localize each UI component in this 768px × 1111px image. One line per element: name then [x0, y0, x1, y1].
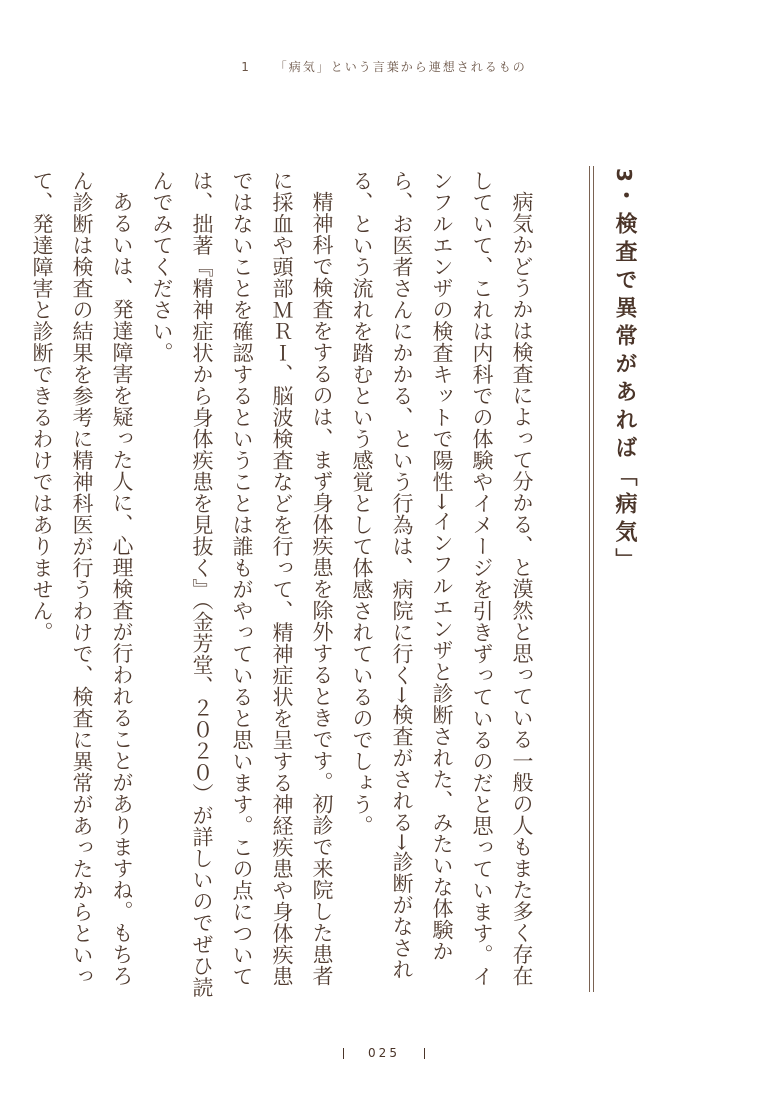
- section-dot: ・: [612, 183, 637, 212]
- section-number: 3: [612, 168, 636, 184]
- chapter-title: 「病気」という言葉から連想されるもの: [274, 60, 527, 74]
- folio-bar-left: [343, 1048, 344, 1059]
- running-head: [0, 58, 768, 75]
- folio-bar-right: [424, 1048, 425, 1059]
- paragraph-1: 病気かどうかは検査によって分かる、と漠然と思っている一般の人もまた多く存在していて、これは内科での体験やイメージを引きずっているのだと思っています。インフルエンザの検査キットで陽性→インフルエンザと診断された、みたいな体験から、お医者さんにかかる、という行為は、病院に行く→検査がされる→診断がなされる、という流れを踏むという感覚として体感されているのでしょう。: [350, 170, 534, 987]
- section-heading: [604, 168, 644, 628]
- page-number: 025: [368, 1046, 400, 1060]
- paragraph-2: 精神科で検査をするのは、まず身体疾患を除外するときです。初診で来院した患者に採血や頭部ＭＲＩ、脳波検査などを行って、精神症状を呈する神経疾患や身体疾患ではないことを確認するということは誰もがやっていると思います。この点については、拙著『精神症状から身体疾患を見抜く』（金芳堂、２０２０）が詳しいのでぜひ読んでみてください。: [150, 170, 334, 998]
- folio: [0, 1046, 768, 1060]
- paragraph-3: あるいは、発達障害を疑った人に、心理検査が行われることがありますね。もちろん診断は検査の結果を参考に精神科医が行うわけで、検査に異常があったからといって、発達障害と診断できるわけではありません。: [30, 170, 134, 987]
- section-rule-outer: [589, 166, 590, 992]
- chapter-number: 1: [241, 60, 251, 74]
- section-rule-inner: [593, 166, 594, 992]
- section-title: 検査で異常があれば「病気」: [612, 211, 637, 576]
- body-text: [22, 170, 542, 1000]
